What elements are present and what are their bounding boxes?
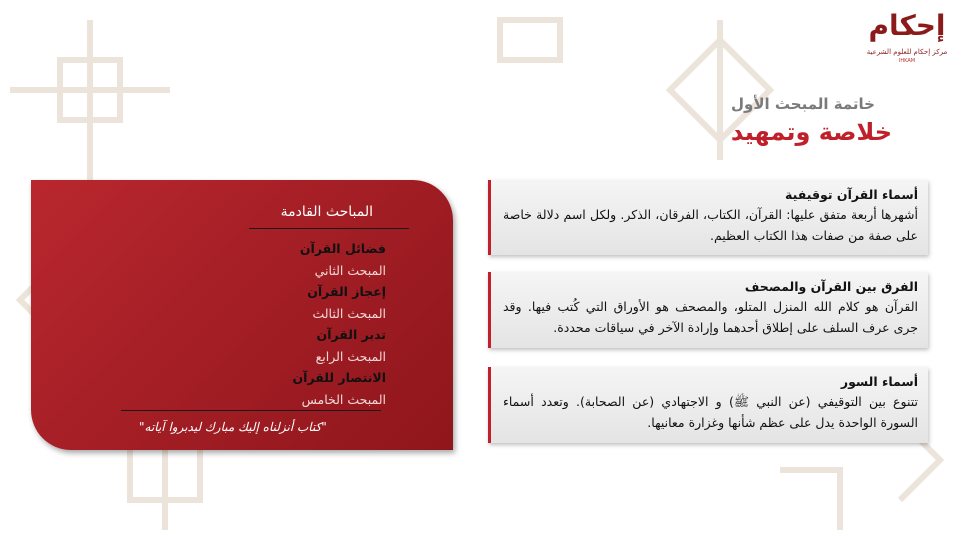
list-item: تدبر القرآن xyxy=(316,327,386,342)
box-body: أشهرها أربعة متفق عليها: القرآن، الكتاب، الفرقان، الذكر. ولكل اسم دلالة خاصة على صفة من صفات هذا الكتاب العظيم. xyxy=(503,207,918,243)
heading-divider xyxy=(249,228,409,229)
logo-caption: IHKAM xyxy=(898,58,916,64)
box-heading: أسماء القرآن توقيفية xyxy=(785,187,918,202)
slide-title: خلاصة وتمهيد xyxy=(730,118,892,146)
info-box-quran-vs-mushaf xyxy=(488,272,928,348)
list-item: المبحث الخامس xyxy=(301,391,386,407)
logo xyxy=(864,4,950,66)
logo-mark: إحكام xyxy=(868,9,946,42)
list-item: المبحث الثاني xyxy=(314,262,386,278)
sections-list xyxy=(293,238,386,410)
info-box-quran-names xyxy=(488,180,928,255)
verse-quote: "كتاب أنزلناه إليك مبارك ليدبروا آياته" xyxy=(139,420,327,434)
section-subtitle: خاتمة المبحث الأول xyxy=(731,95,875,113)
logo-subtitle: مركز إحكام للعلوم الشرعية xyxy=(866,48,948,56)
list-item: الانتصار للقرآن xyxy=(292,370,386,385)
list-item: المبحث الرابع xyxy=(315,348,386,364)
list-item: فضائل القرآن xyxy=(299,241,386,256)
upcoming-sections-card xyxy=(31,180,453,450)
box-body: القرآن هو كلام الله المنزل المتلو، والمصحف هو الأوراق التي كُتب فيها. وقد جرى عرف السلف على إطلاق أحدهما وإرادة الآخر في سياقات محددة. xyxy=(503,299,918,335)
box-body: تتنوع بين التوقيفي (عن النبي ﷺ) و الاجتهادي (عن الصحابة). وتعدد أسماء السورة الواحدة يدل على عظم شأنها وغزارة معانيها. xyxy=(503,394,918,430)
info-box-surah-names xyxy=(488,367,928,443)
list-divider xyxy=(121,410,381,411)
list-item: المبحث الثالث xyxy=(312,305,386,321)
list-item: إعجاز القرآن xyxy=(307,284,386,299)
box-heading: أسماء السور xyxy=(840,374,918,389)
card-heading: المباحث القادمة xyxy=(280,204,373,220)
box-heading: الفرق بين القرآن والمصحف xyxy=(744,279,918,294)
